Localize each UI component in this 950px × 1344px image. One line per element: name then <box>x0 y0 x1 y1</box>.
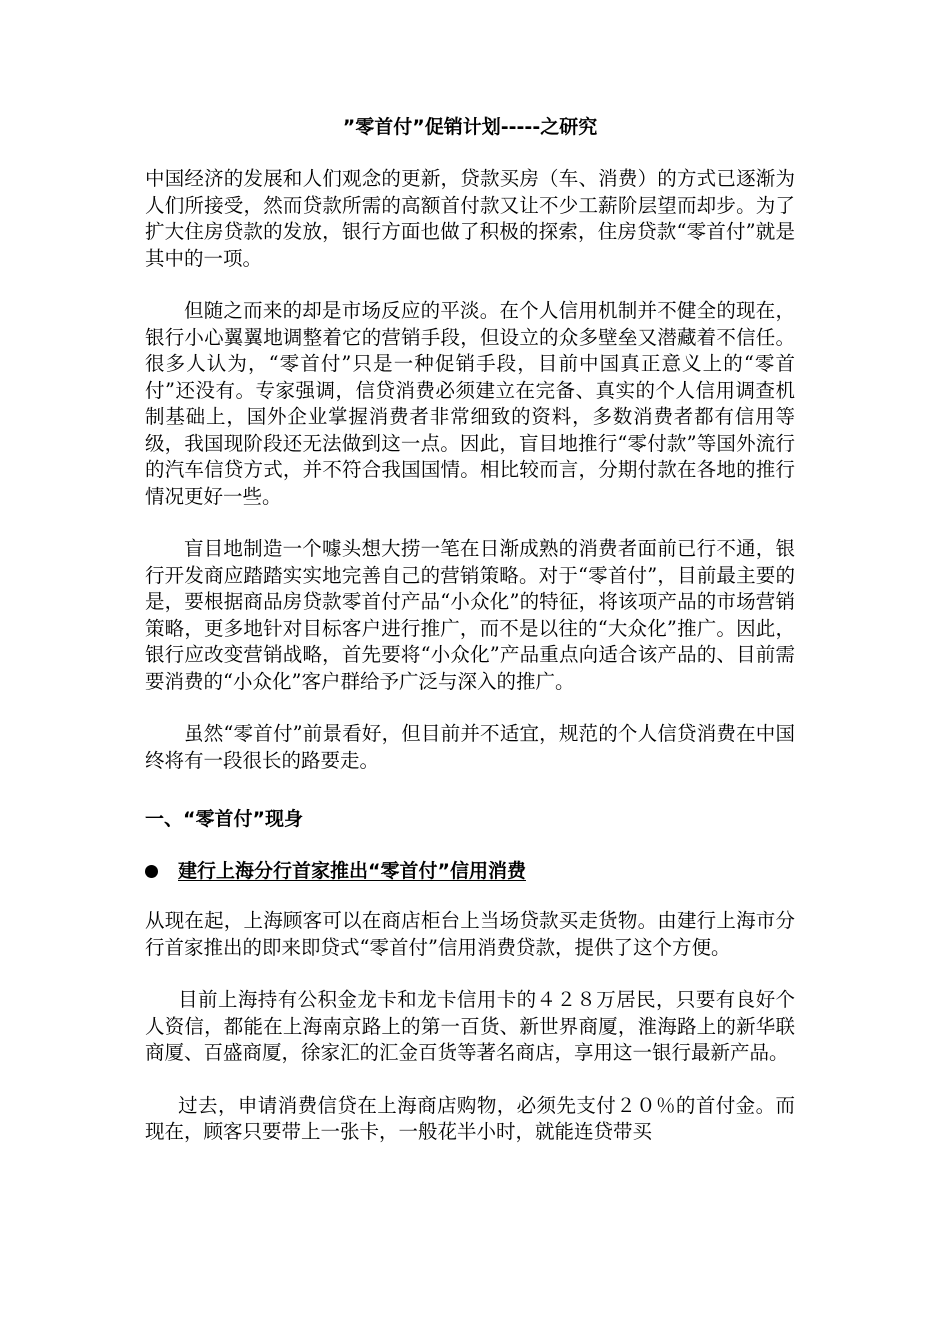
section-paragraph: 从现在起，上海顾客可以在商店柜台上当场贷款买走货物。由建行上海市分行首家推出的即来即贷式“零首付”信用消费贷款，提供了这个方便。 <box>145 909 795 959</box>
document-page <box>145 112 795 1146</box>
section-heading: 一、“零首付”现身 <box>145 808 303 830</box>
body-paragraph: 但随之而来的却是市场反应的平淡。在个人信用机制并不健全的现在，银行小心翼翼地调整着它的营销手段，但设立的众多壁垒又潜藏着不信任。很多人认为，“零首付”只是一种促销手段，目前中国真正意义上的“零首付”还没有。专家强调，信贷消费必须建立在完备、真实的个人信用调查机制基础上，国外企业掌握消费者非常细致的资料，多数消费者都有信用等级，我国现阶段还无法做到这一点。因此，盲目地推行“零付款”等国外流行的汽车信贷方式，并不符合我国国情。相比较而言，分期付款在各地的推行情况更好一些。 <box>145 299 795 508</box>
body-paragraph: 虽然“零首付”前景看好，但目前并不适宜，规范的个人信贷消费在中国终将有一段很长的路要走。 <box>145 722 795 772</box>
body-paragraph: 盲目地制造一个噱头想大捞一笔在日渐成熟的消费者面前已行不通，银行开发商应踏踏实实地完善自己的营销策略。对于“零首付”，目前最主要的是，要根据商品房贷款零首付产品“小众化”的特征，将该项产品的市场营销策略，更多地针对目标客户进行推广，而不是以往的“大众化”推广。因此，银行应改变营销战略，首先要将“小众化”产品重点向适合该产品的、目前需要消费的“小众化”客户群给予广泛与深入的推广。 <box>145 537 795 693</box>
document-title: ”零首付”促销计划-----之研究 <box>342 116 598 138</box>
body-paragraph: 中国经济的发展和人们观念的更新，贷款买房（车、消费）的方式已逐渐为人们所接受，然而贷款所需的高额首付款又让不少工薪阶层望而却步。为了扩大住房贷款的发放，银行方面也做了积极的探索，住房贷款“零首付”就是其中的一项。 <box>145 167 795 270</box>
sub-heading <box>145 856 795 886</box>
section-paragraph: 目前上海持有公积金龙卡和龙卡信用卡的４２８万居民，只要有良好个人资信，都能在上海南京路上的第一百货、新世界商厦，淮海路上的新华联商厦、百盛商厦，徐家汇的汇金百货等著名商店，享用这一银行最新产品。 <box>145 988 795 1064</box>
section-paragraph: 过去，申请消费信贷在上海商店购物，必须先支付２０％的首付金。而现在，顾客只要带上一张卡，一般花半小时，就能连贷带买 <box>145 1093 795 1143</box>
sub-heading-text: 建行上海分行首家推出“零首付”信用消费 <box>178 860 526 882</box>
bullet-icon <box>145 865 158 878</box>
